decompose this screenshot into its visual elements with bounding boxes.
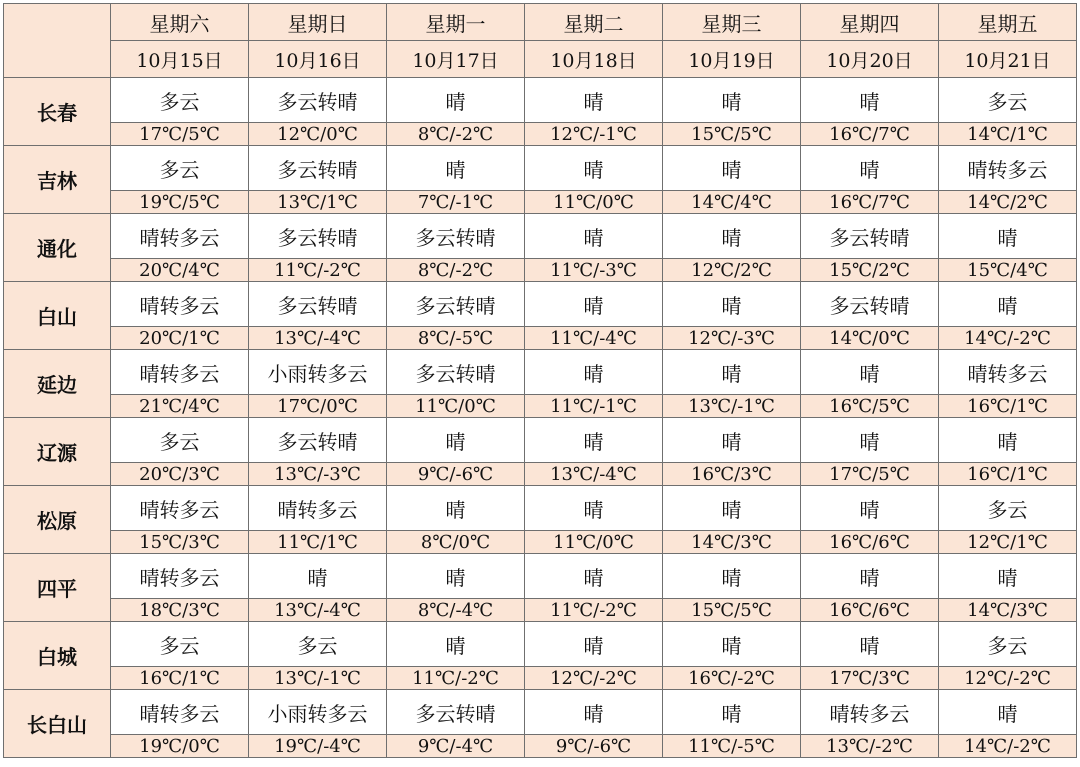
weekday-header-row [4,4,1077,41]
temperature-cell: 13℃/1℃ [249,191,387,214]
temperature-cell: 12℃/-2℃ [525,667,663,690]
city-name: 长白山 [4,690,111,758]
city-condition-row [4,554,1077,599]
weather-condition-cell: 晴 [387,78,525,123]
weekday-header: 星期一 [387,4,525,41]
date-header: 10月17日 [387,41,525,78]
temperature-cell: 7℃/-1℃ [387,191,525,214]
city-condition-row [4,282,1077,327]
city-temperature-row [4,327,1077,350]
temperature-cell: 12℃/-1℃ [525,123,663,146]
weather-condition-cell: 多云 [939,486,1077,531]
weather-condition-cell: 晴 [801,554,939,599]
temperature-cell: 13℃/-2℃ [801,735,939,758]
date-header: 10月18日 [525,41,663,78]
temperature-cell: 17℃/5℃ [801,463,939,486]
weather-condition-cell: 晴 [525,554,663,599]
city-temperature-row [4,123,1077,146]
weather-condition-cell: 多云转晴 [801,282,939,327]
weekday-header: 星期六 [111,4,249,41]
city-temperature-row [4,667,1077,690]
weather-condition-cell: 晴 [387,418,525,463]
weather-condition-cell: 晴 [663,554,801,599]
weather-condition-cell: 晴 [801,486,939,531]
weather-condition-cell: 晴转多云 [939,146,1077,191]
weather-condition-cell: 多云转晴 [249,146,387,191]
temperature-cell: 17℃/3℃ [801,667,939,690]
city-name: 辽源 [4,418,111,486]
weather-condition-cell: 晴 [525,486,663,531]
temperature-cell: 15℃/3℃ [111,531,249,554]
city-condition-row [4,486,1077,531]
city-name: 白山 [4,282,111,350]
temperature-cell: 16℃/5℃ [801,395,939,418]
weather-condition-cell: 晴转多云 [249,486,387,531]
temperature-cell: 16℃/1℃ [111,667,249,690]
city-temperature-row [4,735,1077,758]
city-temperature-row [4,463,1077,486]
temperature-cell: 11℃/-3℃ [525,259,663,282]
city-name: 通化 [4,214,111,282]
city-name: 长春 [4,78,111,146]
temperature-cell: 14℃/3℃ [663,531,801,554]
weather-condition-cell: 多云 [939,622,1077,667]
temperature-cell: 16℃/3℃ [663,463,801,486]
weather-condition-cell: 多云转晴 [249,282,387,327]
temperature-cell: 11℃/-4℃ [525,327,663,350]
weather-condition-cell: 晴转多云 [801,690,939,735]
forecast-table [3,3,1077,758]
temperature-cell: 8℃/0℃ [387,531,525,554]
city-name: 白城 [4,622,111,690]
date-header-row [4,41,1077,78]
date-header: 10月21日 [939,41,1077,78]
city-condition-row [4,690,1077,735]
temperature-cell: 11℃/0℃ [525,191,663,214]
weather-condition-cell: 晴 [801,350,939,395]
temperature-cell: 11℃/-1℃ [525,395,663,418]
temperature-cell: 16℃/-2℃ [663,667,801,690]
temperature-cell: 14℃/4℃ [663,191,801,214]
temperature-cell: 8℃/-5℃ [387,327,525,350]
temperature-cell: 14℃/1℃ [939,123,1077,146]
temperature-cell: 13℃/-3℃ [249,463,387,486]
weather-condition-cell: 多云 [111,622,249,667]
city-condition-row [4,78,1077,123]
weather-condition-cell: 晴 [663,146,801,191]
weather-condition-cell: 晴 [663,418,801,463]
temperature-cell: 12℃/0℃ [249,123,387,146]
weather-condition-cell: 晴 [387,622,525,667]
temperature-cell: 11℃/-2℃ [525,599,663,622]
weather-condition-cell: 晴 [663,622,801,667]
weekday-header: 星期三 [663,4,801,41]
temperature-cell: 12℃/-3℃ [663,327,801,350]
weather-condition-cell: 多云转晴 [387,690,525,735]
weekday-header: 星期五 [939,4,1077,41]
temperature-cell: 13℃/-4℃ [249,327,387,350]
city-name: 吉林 [4,146,111,214]
temperature-cell: 8℃/-2℃ [387,259,525,282]
weather-condition-cell: 小雨转多云 [249,350,387,395]
temperature-cell: 15℃/5℃ [663,599,801,622]
weather-condition-cell: 晴转多云 [111,350,249,395]
weekday-header: 星期二 [525,4,663,41]
weather-condition-cell: 多云转晴 [249,78,387,123]
temperature-cell: 17℃/5℃ [111,123,249,146]
weather-condition-cell: 多云 [249,622,387,667]
city-name: 四平 [4,554,111,622]
weather-condition-cell: 晴 [663,214,801,259]
weather-condition-cell: 晴 [387,146,525,191]
temperature-cell: 13℃/-4℃ [249,599,387,622]
weather-condition-cell: 晴 [387,554,525,599]
city-temperature-row [4,259,1077,282]
weather-condition-cell: 多云转晴 [387,214,525,259]
temperature-cell: 19℃/0℃ [111,735,249,758]
city-condition-row [4,146,1077,191]
temperature-cell: 15℃/5℃ [663,123,801,146]
weather-condition-cell: 晴 [663,690,801,735]
temperature-cell: 16℃/1℃ [939,463,1077,486]
temperature-cell: 14℃/-2℃ [939,327,1077,350]
corner-cell [4,4,111,78]
temperature-cell: 11℃/0℃ [525,531,663,554]
weather-condition-cell: 晴 [663,486,801,531]
weather-condition-cell: 多云 [111,418,249,463]
temperature-cell: 19℃/-4℃ [249,735,387,758]
city-temperature-row [4,599,1077,622]
temperature-cell: 12℃/2℃ [663,259,801,282]
temperature-cell: 8℃/-2℃ [387,123,525,146]
temperature-cell: 9℃/-6℃ [525,735,663,758]
city-temperature-row [4,531,1077,554]
weather-condition-cell: 晴 [525,690,663,735]
weather-condition-cell: 多云转晴 [801,214,939,259]
temperature-cell: 13℃/-1℃ [663,395,801,418]
temperature-cell: 11℃/-2℃ [249,259,387,282]
city-temperature-row [4,191,1077,214]
temperature-cell: 13℃/-1℃ [249,667,387,690]
temperature-cell: 16℃/7℃ [801,123,939,146]
temperature-cell: 11℃/0℃ [387,395,525,418]
temperature-cell: 16℃/1℃ [939,395,1077,418]
weather-condition-cell: 晴 [525,78,663,123]
weather-condition-cell: 晴转多云 [939,350,1077,395]
temperature-cell: 11℃/-5℃ [663,735,801,758]
temperature-cell: 9℃/-4℃ [387,735,525,758]
city-name: 松原 [4,486,111,554]
weather-condition-cell: 晴 [387,486,525,531]
temperature-cell: 14℃/0℃ [801,327,939,350]
date-header: 10月16日 [249,41,387,78]
weather-condition-cell: 晴 [663,282,801,327]
weather-condition-cell: 多云 [111,78,249,123]
date-header: 10月19日 [663,41,801,78]
city-condition-row [4,214,1077,259]
temperature-cell: 17℃/0℃ [249,395,387,418]
weather-condition-cell: 晴 [801,622,939,667]
weather-condition-cell: 晴 [663,350,801,395]
temperature-cell: 20℃/3℃ [111,463,249,486]
weather-condition-cell: 多云 [111,146,249,191]
weather-condition-cell: 晴 [939,214,1077,259]
temperature-cell: 11℃/1℃ [249,531,387,554]
weather-condition-cell: 晴转多云 [111,690,249,735]
temperature-cell: 15℃/4℃ [939,259,1077,282]
weather-condition-cell: 晴 [801,146,939,191]
temperature-cell: 14℃/-2℃ [939,735,1077,758]
temperature-cell: 20℃/4℃ [111,259,249,282]
weather-condition-cell: 晴转多云 [111,282,249,327]
temperature-cell: 8℃/-4℃ [387,599,525,622]
temperature-cell: 15℃/2℃ [801,259,939,282]
weather-condition-cell: 晴 [525,418,663,463]
temperature-cell: 18℃/3℃ [111,599,249,622]
city-name: 延边 [4,350,111,418]
city-temperature-row [4,395,1077,418]
weather-condition-cell: 多云 [939,78,1077,123]
weather-condition-cell: 多云转晴 [249,214,387,259]
weather-condition-cell: 晴 [525,282,663,327]
weather-condition-cell: 晴转多云 [111,486,249,531]
weather-condition-cell: 晴 [939,554,1077,599]
temperature-cell: 14℃/2℃ [939,191,1077,214]
temperature-cell: 20℃/1℃ [111,327,249,350]
temperature-cell: 16℃/6℃ [801,531,939,554]
weather-condition-cell: 多云转晴 [387,350,525,395]
weather-condition-cell: 晴 [939,282,1077,327]
weather-condition-cell: 晴 [939,690,1077,735]
temperature-cell: 12℃/-2℃ [939,667,1077,690]
weather-condition-cell: 晴转多云 [111,554,249,599]
weather-condition-cell: 晴 [801,418,939,463]
temperature-cell: 13℃/-4℃ [525,463,663,486]
temperature-cell: 11℃/-2℃ [387,667,525,690]
city-condition-row [4,622,1077,667]
temperature-cell: 14℃/3℃ [939,599,1077,622]
temperature-cell: 9℃/-6℃ [387,463,525,486]
weather-condition-cell: 晴 [249,554,387,599]
temperature-cell: 16℃/6℃ [801,599,939,622]
weather-condition-cell: 晴 [525,146,663,191]
temperature-cell: 12℃/1℃ [939,531,1077,554]
city-condition-row [4,418,1077,463]
weather-condition-cell: 晴 [939,418,1077,463]
date-header: 10月15日 [111,41,249,78]
temperature-cell: 21℃/4℃ [111,395,249,418]
weather-condition-cell: 晴 [525,350,663,395]
temperature-cell: 16℃/7℃ [801,191,939,214]
date-header: 10月20日 [801,41,939,78]
temperature-cell: 19℃/5℃ [111,191,249,214]
weather-condition-cell: 晴 [801,78,939,123]
weather-condition-cell: 晴 [525,622,663,667]
weather-condition-cell: 小雨转多云 [249,690,387,735]
weekday-header: 星期日 [249,4,387,41]
weather-condition-cell: 晴转多云 [111,214,249,259]
weather-condition-cell: 晴 [663,78,801,123]
weather-condition-cell: 多云转晴 [249,418,387,463]
weather-condition-cell: 晴 [525,214,663,259]
city-condition-row [4,350,1077,395]
weekday-header: 星期四 [801,4,939,41]
weather-condition-cell: 多云转晴 [387,282,525,327]
